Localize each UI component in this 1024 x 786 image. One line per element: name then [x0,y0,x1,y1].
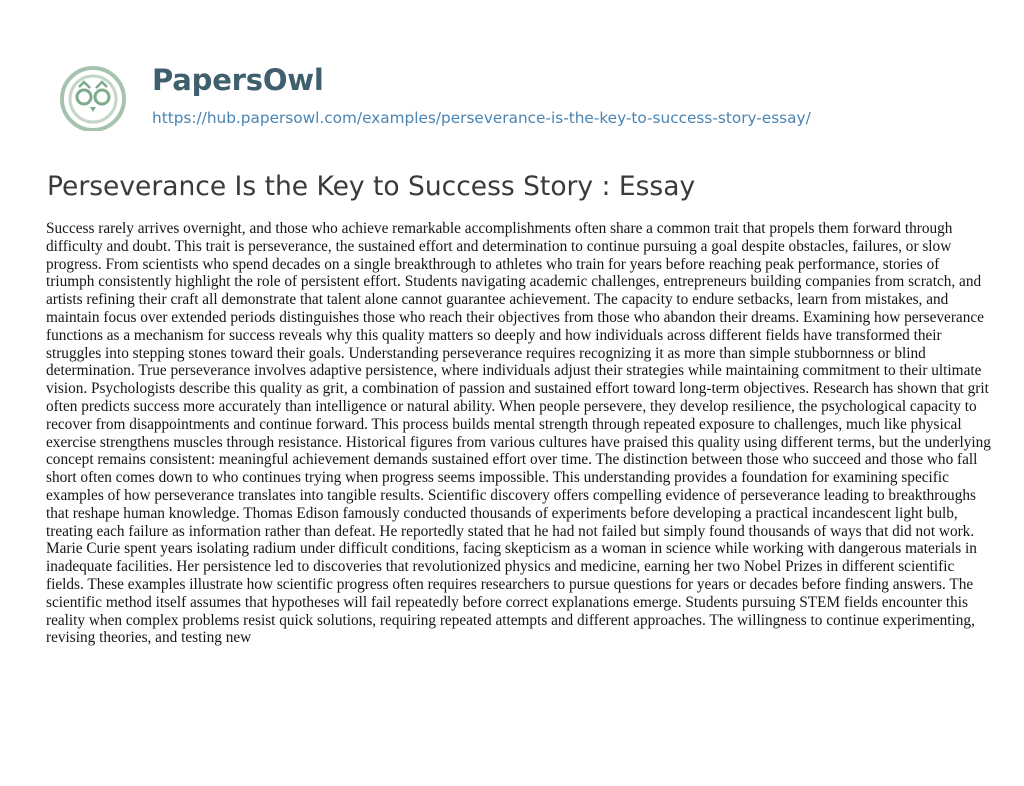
essay-title: Perseverance Is the Key to Success Story : Essay [47,171,696,202]
source-url-link[interactable]: https://hub.papersowl.com/examples/perseverance-is-the-key-to-success-story-essay/ [152,109,811,127]
brand-name[interactable]: PapersOwl [152,63,324,97]
site-header [46,37,986,127]
essay-body: Success rarely arrives overnight, and those who achieve remarkable accomplishments often share a common trait that propels them forward through difficulty and doubt. This trait is perseverance, the sustained effort and determination to continue pursuing a goal despite obstacles, failures, or slow progress. From scientists who spend decades on a single breakthrough to athletes who train for years before reaching peak performance, stories of triumph consistently highlight the role of persistent effort. Students navigating academic challenges, entrepreneurs building companies from scratch, and artists refining their craft all demonstrate that talent alone cannot guarantee achievement. The capacity to endure setbacks, learn from mistakes, and maintain focus over extended periods distinguishes those who reach their objectives from those who abandon their dreams. Examining how perseverance functions as a mechanism for success reveals why this quality matters so deeply and how individuals across different fields have transformed their struggles into stepping stones toward their goals. Understanding perseverance requires recognizing it as more than simple stubbornness or blind determination. True perseverance involves adaptive persistence, where individuals adjust their strategies while maintaining commitment to their ultimate vision. Psychologists describe this quality as grit, a combination of passion and sustained effort toward long-term objectives. Research has shown that grit often predicts success more accurately than intelligence or natural ability. When people persevere, they develop resilience, the psychological capacity to recover from disappointments and continue forward. This process builds mental strength through repeated exposure to challenges, much like physical exercise strengthens muscles through resistance. Historical figures from various cultures have praised this quality using different terms, but the underlying concept remains consistent: meaningful achievement demands sustained effort over time. The distinction between those who succeed and those who fall short often comes down to who continues trying when progress seems impossible. This understanding provides a foundation for examining specific examples of how perseverance translates into tangible results. Scientific discovery offers compelling evidence of perseverance leading to breakthroughs that reshape human knowledge. Thomas Edison famously conducted thousands of experiments before developing a practical incandescent light bulb, treating each failure as information rather than defeat. He reportedly stated that he had not failed but simply found thousands of ways that did not work. Marie Curie spent years isolating radium under difficult conditions, facing skepticism as a woman in science while working with dangerous materials in inadequate facilities. Her persistence led to discoveries that revolutionized physics and medicine, earning her two Nobel Prizes in different scientific fields. These examples illustrate how scientific progress often requires researchers to pursue questions for years or decades before finding answers. The scientific method itself assumes that hypotheses will fail repeatedly before correct explanations emerge. Students pursuing STEM fields encounter this reality when complex problems resist quick solutions, requiring repeated attempts and different approaches. The willingness to continue experimenting, revising theories, and testing new [46,220,991,647]
owl-logo-icon [46,37,140,131]
